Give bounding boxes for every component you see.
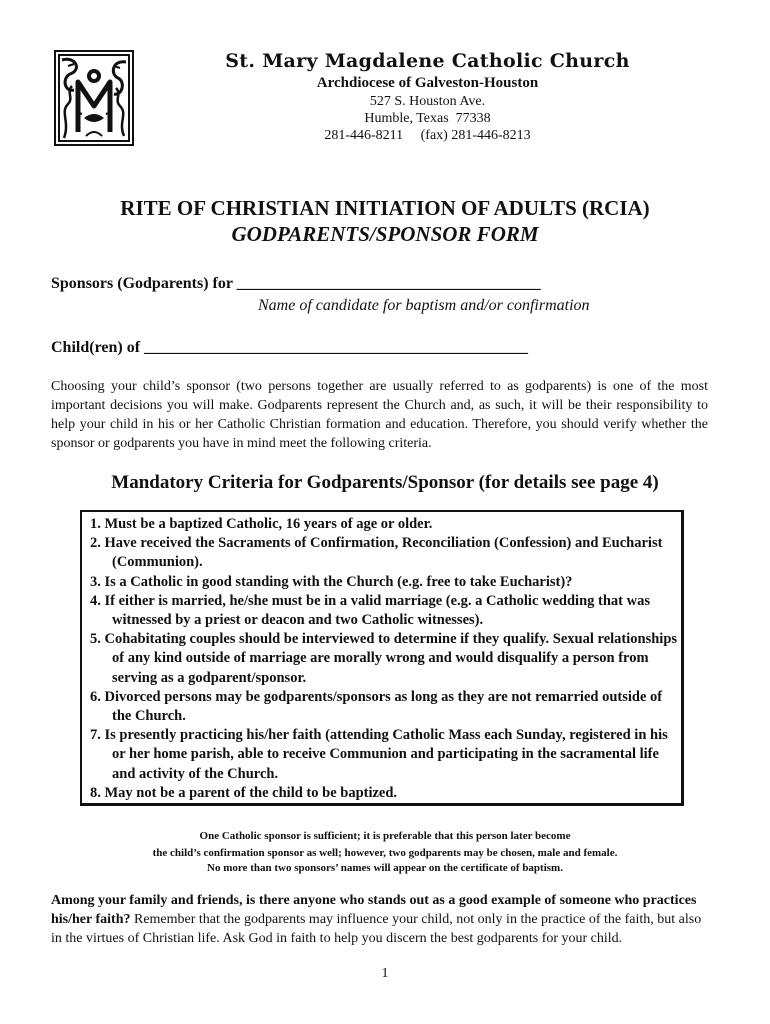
archdiocese: Archdiocese of Galveston-Houston <box>316 75 539 91</box>
sponsors-blank[interactable]: ______________________________________ <box>236 275 541 292</box>
closing-question: Among your family and friends, is there anyone who stands out as a good example of someone who practices his/her faith? <box>51 893 697 927</box>
criteria-item: 2. Have received the Sacraments of Confirmation, Reconciliation (Confession) and Eucharist (Communion). <box>90 535 663 571</box>
church-name: St. Mary Magdalene Catholic Church <box>225 50 630 72</box>
phone-fax: 281-446-8211 (fax) 281-446-8213 <box>324 128 531 143</box>
criteria-item: 5. Cohabitating couples should be interviewed to determine if they qualify. Sexual relationships of any kind outside of marriage are morally wrong and would disqualify a person from serving as a godparent/sponsor. <box>90 631 678 686</box>
form-subtitle: GODPARENTS/SPONSOR FORM <box>231 222 539 246</box>
note-line-2: the child’s confirmation sponsor as well; however, two godparents may be chosen, male and female. <box>152 847 618 859</box>
sponsors-label: Sponsors (Godparents) for <box>51 275 237 292</box>
criteria-item: 1. Must be a baptized Catholic, 16 years of age or older. <box>90 516 433 532</box>
criteria-item: 4. If either is married, he/she must be in a valid marriage (e.g. a Catholic wedding that was witnessed by a priest or deacon and two Catholic witnesses). <box>90 592 650 629</box>
intro-paragraph <box>51 377 708 453</box>
sponsors-caption: Name of candidate for baptism and/or confirmation <box>258 297 590 314</box>
children-label: Child(ren) of <box>51 339 145 356</box>
letterhead <box>200 48 655 144</box>
intro-text: Choosing your child’s sponsor (two persons together are usually referred to as godparents) is one of the most important decisions you will make. Godparents represent the Church and, as such, it will be their responsibility to help your child in his or her Catholic Christian formation and education. Therefore, you should verify whether the sponsor or godparents you have in mind meet the following criteria. <box>51 379 708 451</box>
criteria-item: 7. Is presently practicing his/her faith (attending Catholic Mass each Sunday, registered in his or her home parish, able to receive Communion and participating in the sacramental life and activity of the Church. <box>90 727 668 782</box>
criteria-list <box>90 515 681 803</box>
criteria-item: 6. Divorced persons may be godparents/sponsors as long as they are not remarried outside of the Church. <box>90 688 663 725</box>
sponsors-field[interactable] <box>51 275 541 293</box>
note-line-1: One Catholic sponsor is sufficient; it is preferable that this person later become <box>199 830 571 842</box>
criteria-item: 8. May not be a parent of the child to be baptized. <box>90 784 398 801</box>
criteria-item: 3. Is a Catholic in good standing with the Church (e.g. free to take Eucharist)? <box>90 573 573 590</box>
criteria-heading: Mandatory Criteria for Godparents/Sponsor (for details see page 4) <box>111 472 659 493</box>
criteria-box <box>80 510 684 806</box>
address-city: Humble, Texas 77338 <box>364 111 491 126</box>
closing-paragraph <box>51 891 713 948</box>
children-field[interactable] <box>51 339 528 357</box>
illuminated-initial-icon <box>56 52 132 144</box>
form-title: RITE OF CHRISTIAN INITIATION OF ADULTS (RCIA) <box>120 196 650 220</box>
address-street: 527 S. Houston Ave. <box>369 94 486 109</box>
note-line-3: No more than two sponsors’ names will appear on the certificate of baptism. <box>207 862 563 874</box>
church-logo <box>54 50 134 146</box>
closing-body: Remember that the godparents may influence your child, not only in the practice of the faith, but also in the virtues of Christian life. Ask God in faith to help you discern the best godparents for your child. <box>51 912 702 946</box>
page-number: 1 <box>381 966 389 981</box>
children-blank[interactable]: ________________________________________________ <box>144 339 529 356</box>
